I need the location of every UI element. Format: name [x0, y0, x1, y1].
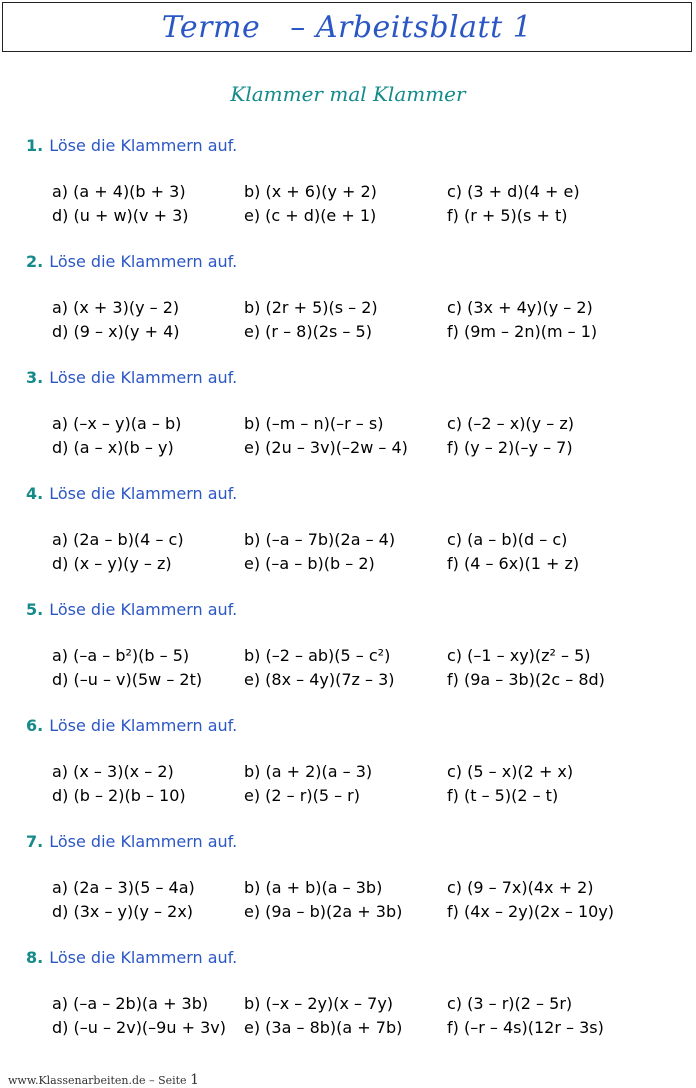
exercise: a) (a + 4)(b + 3) — [52, 182, 186, 201]
exercise: a) (x – 3)(x – 2) — [52, 762, 174, 781]
exercise: d) (b – 2)(b – 10) — [52, 786, 186, 805]
exercise: d) (–u – 2v)(–9u + 3v) — [52, 1018, 226, 1037]
exercise-row — [0, 322, 696, 344]
exercise: e) (–a – b)(b – 2) — [244, 554, 375, 573]
exercise: d) (a – x)(b – y) — [52, 438, 174, 457]
exercise-row — [0, 786, 696, 808]
exercise: f) (4x – 2y)(2x – 10y) — [447, 902, 615, 921]
exercise: d) (–u – v)(5w – 2t) — [52, 670, 203, 689]
exercise: f) (9a – 3b)(2c – 8d) — [447, 670, 605, 689]
exercise: e) (8x – 4y)(7z – 3) — [244, 670, 395, 689]
exercise-row — [0, 878, 696, 900]
exercise: b) (–x – 2y)(x – 7y) — [244, 994, 394, 1013]
exercise: b) (x + 6)(y + 2) — [244, 182, 377, 201]
task-instruction: Löse die Klammern auf. — [49, 832, 238, 851]
exercise-row — [0, 182, 696, 204]
task-number: 4. — [26, 484, 44, 503]
task-heading — [26, 484, 237, 503]
exercise: d) (9 – x)(y + 4) — [52, 322, 180, 341]
exercise-row — [0, 646, 696, 668]
footer-page-number: 1 — [190, 1072, 199, 1088]
exercise: c) (3x + 4y)(y – 2) — [447, 298, 593, 317]
exercise: f) (y – 2)(–y – 7) — [447, 438, 573, 457]
exercise: b) (–m – n)(–r – s) — [244, 414, 384, 433]
exercise: e) (3a – 8b)(a + 7b) — [244, 1018, 403, 1037]
page-subtitle: Klammer mal Klammer — [230, 82, 466, 106]
task-instruction: Löse die Klammern auf. — [49, 136, 238, 155]
exercise: e) (9a – b)(2a + 3b) — [244, 902, 403, 921]
exercise-row — [0, 414, 696, 436]
exercise-row — [0, 1018, 696, 1040]
footer-separator: – — [149, 1074, 155, 1087]
exercise: e) (r – 8)(2s – 5) — [244, 322, 372, 341]
exercise-row — [0, 530, 696, 552]
exercise: b) (–2 – ab)(5 – c²) — [244, 646, 391, 665]
task-instruction: Löse die Klammern auf. — [49, 600, 238, 619]
task-heading — [26, 252, 237, 271]
exercise-row — [0, 670, 696, 692]
task-number: 7. — [26, 832, 44, 851]
task-instruction: Löse die Klammern auf. — [49, 948, 238, 967]
exercise: e) (2 – r)(5 – r) — [244, 786, 360, 805]
task-number: 6. — [26, 716, 44, 735]
exercise: d) (3x – y)(y – 2x) — [52, 902, 194, 921]
exercise: c) (3 – r)(2 – 5r) — [447, 994, 573, 1013]
task-instruction: Löse die Klammern auf. — [49, 368, 238, 387]
task-number: 8. — [26, 948, 44, 967]
exercise: f) (t – 5)(2 – t) — [447, 786, 559, 805]
exercise: d) (u + w)(v + 3) — [52, 206, 189, 225]
task-number: 1. — [26, 136, 44, 155]
title-box — [2, 2, 692, 52]
task-heading — [26, 600, 237, 619]
exercise: f) (9m – 2n)(m – 1) — [447, 322, 598, 341]
exercise: e) (2u – 3v)(–2w – 4) — [244, 438, 408, 457]
footer-site: www.Klassenarbeiten.de — [8, 1074, 146, 1087]
exercise-row — [0, 206, 696, 228]
exercise: a) (–x – y)(a – b) — [52, 414, 182, 433]
exercise: a) (2a – 3)(5 – 4a) — [52, 878, 195, 897]
task-instruction: Löse die Klammern auf. — [49, 484, 238, 503]
exercise: f) (–r – 4s)(12r – 3s) — [447, 1018, 604, 1037]
task-number: 5. — [26, 600, 44, 619]
task-heading — [26, 136, 237, 155]
exercise-row — [0, 762, 696, 784]
exercise-row — [0, 438, 696, 460]
task-heading — [26, 832, 237, 851]
exercise: c) (9 – 7x)(4x + 2) — [447, 878, 594, 897]
exercise: c) (5 – x)(2 + x) — [447, 762, 574, 781]
task-instruction: Löse die Klammern auf. — [49, 252, 238, 271]
task-heading — [26, 948, 237, 967]
exercise: f) (r + 5)(s + t) — [447, 206, 568, 225]
exercise: c) (3 + d)(4 + e) — [447, 182, 580, 201]
exercise: a) (–a – b²)(b – 5) — [52, 646, 190, 665]
footer-page-label: Seite — [158, 1074, 187, 1087]
exercise: b) (a + b)(a – 3b) — [244, 878, 383, 897]
task-number: 2. — [26, 252, 44, 271]
page-title: Terme – Arbeitsblatt 1 — [161, 9, 533, 45]
exercise: b) (–a – 7b)(2a – 4) — [244, 530, 396, 549]
exercise: b) (a + 2)(a – 3) — [244, 762, 373, 781]
exercise: c) (–1 – xy)(z² – 5) — [447, 646, 591, 665]
exercise: b) (2r + 5)(s – 2) — [244, 298, 378, 317]
page-footer — [8, 1072, 199, 1088]
exercise: e) (c + d)(e + 1) — [244, 206, 377, 225]
exercise: a) (2a – b)(4 – c) — [52, 530, 184, 549]
exercise-row — [0, 554, 696, 576]
exercise-row — [0, 902, 696, 924]
exercise: f) (4 – 6x)(1 + z) — [447, 554, 580, 573]
exercise-row — [0, 298, 696, 320]
task-heading — [26, 368, 237, 387]
exercise: d) (x – y)(y – z) — [52, 554, 172, 573]
task-instruction: Löse die Klammern auf. — [49, 716, 238, 735]
task-heading — [26, 716, 237, 735]
exercise: c) (a – b)(d – c) — [447, 530, 568, 549]
task-number: 3. — [26, 368, 44, 387]
exercise: a) (–a – 2b)(a + 3b) — [52, 994, 209, 1013]
exercise: c) (–2 – x)(y – z) — [447, 414, 574, 433]
exercise: a) (x + 3)(y – 2) — [52, 298, 180, 317]
exercise-row — [0, 994, 696, 1016]
